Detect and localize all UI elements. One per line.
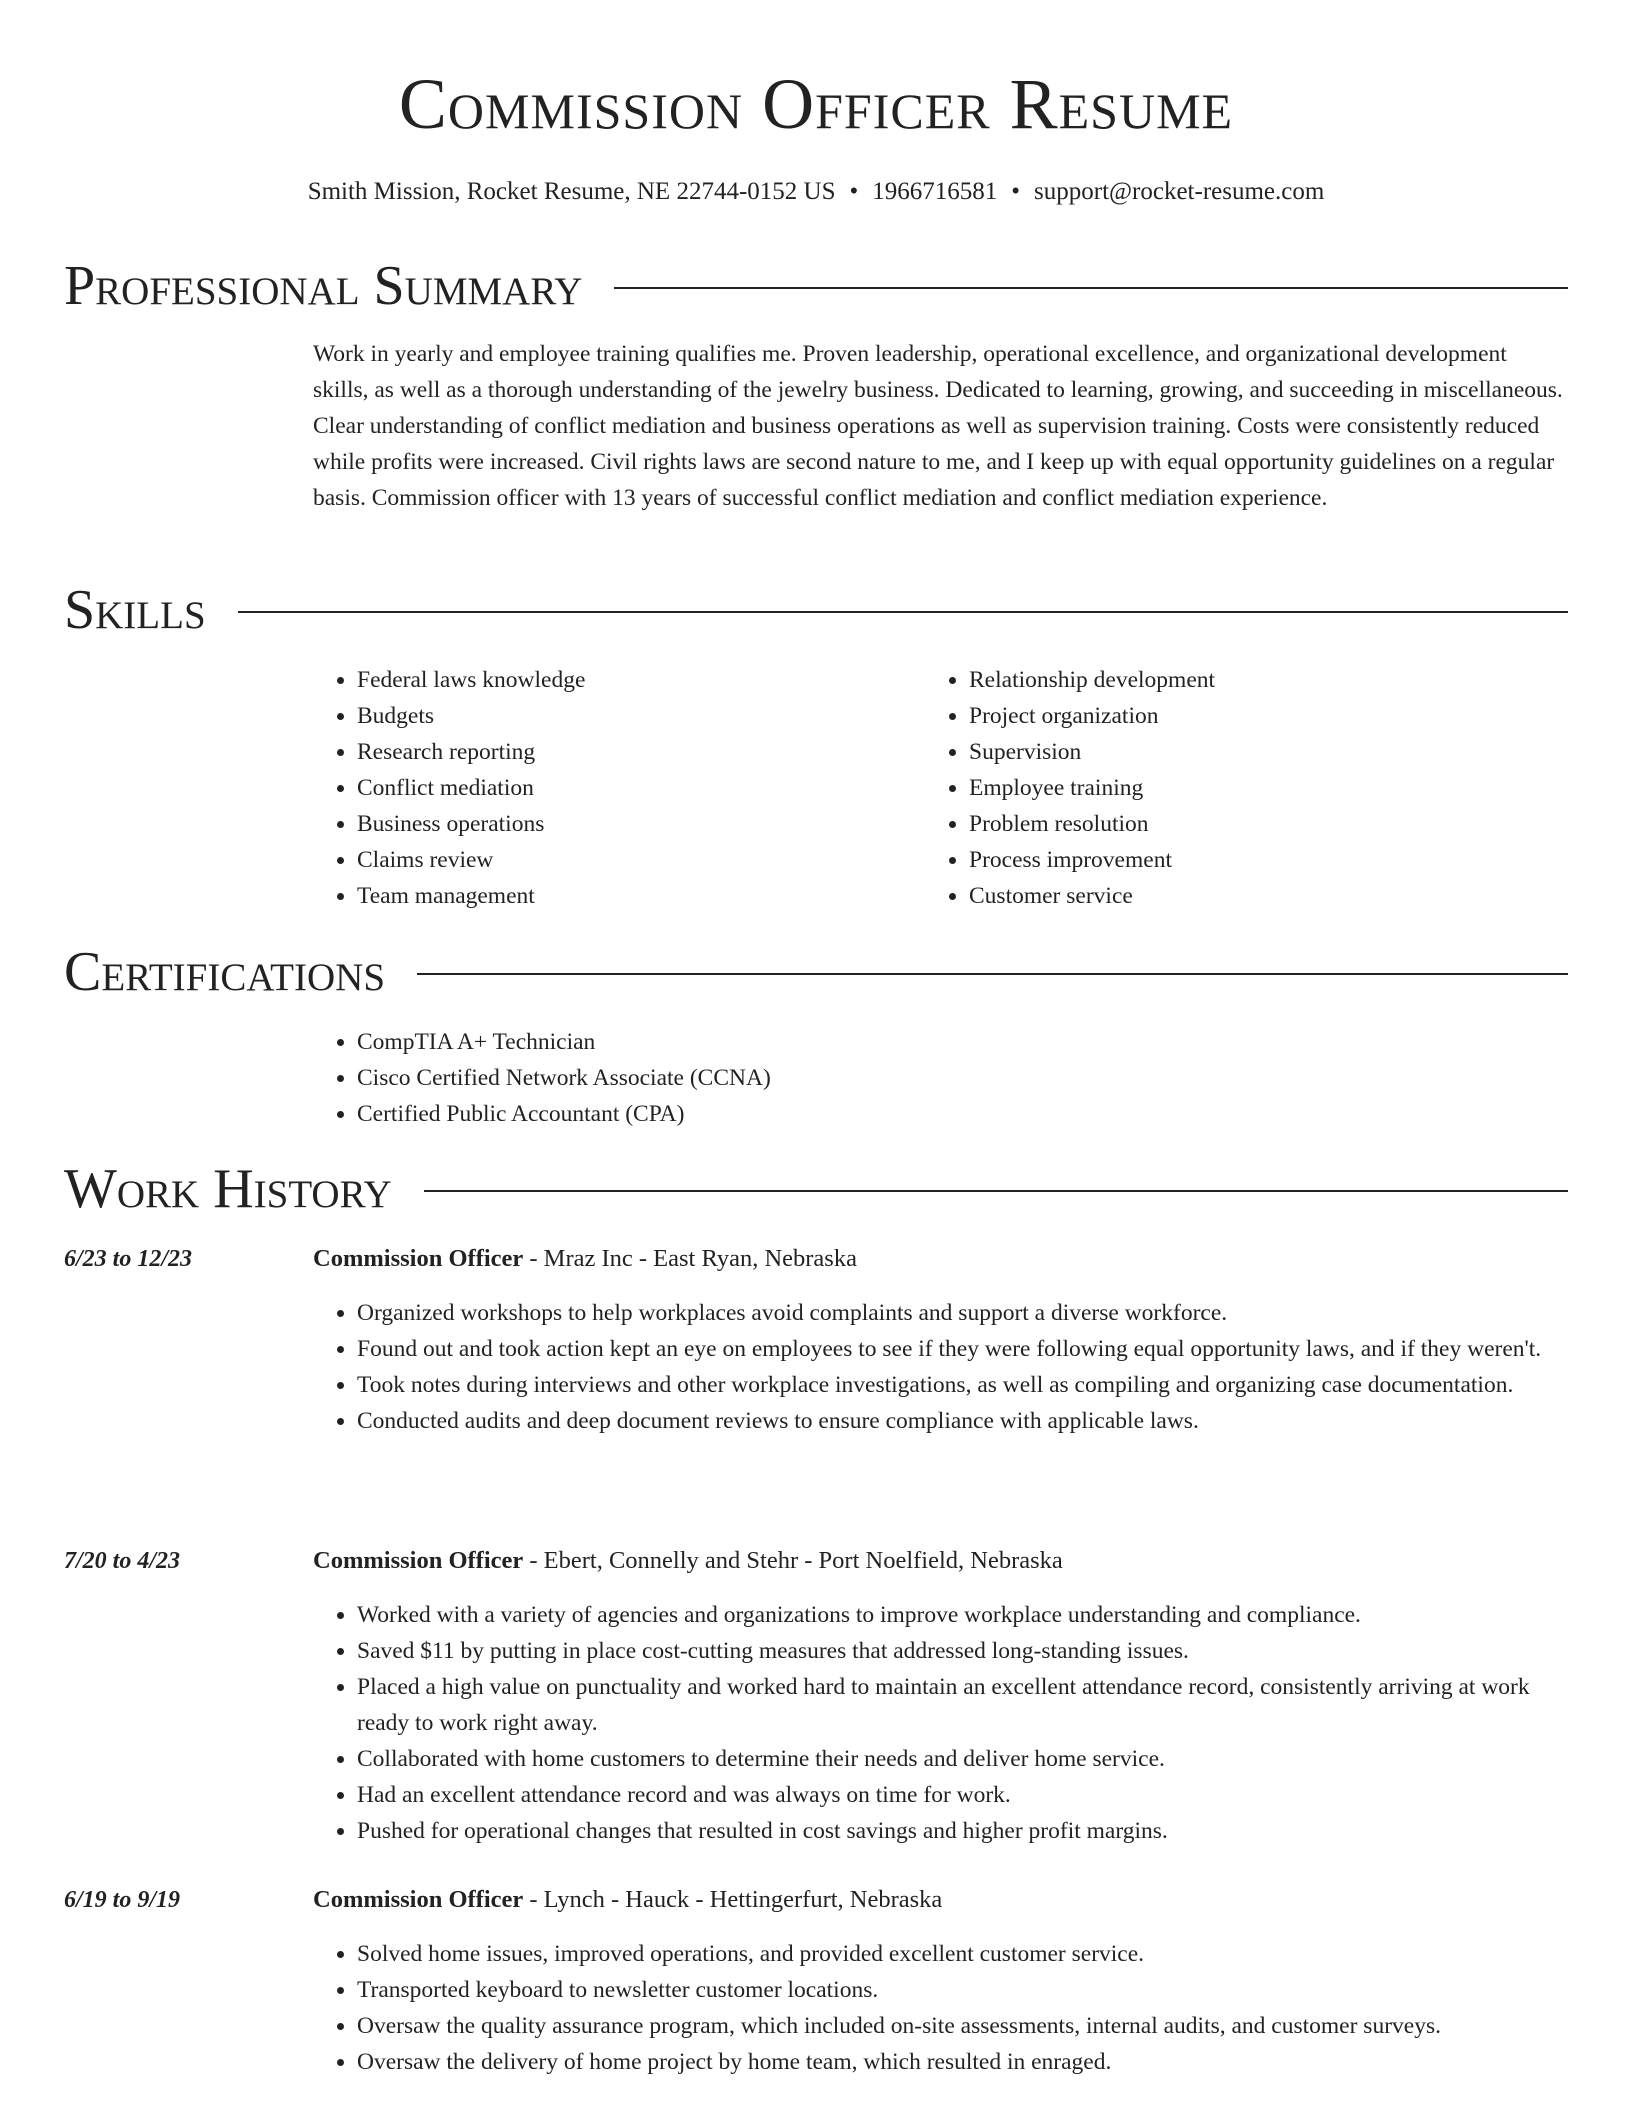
job-duties bbox=[313, 1936, 1568, 2080]
contact-line bbox=[0, 176, 1632, 208]
job-dates: 6/23 to 12/23 bbox=[64, 1246, 193, 1272]
job-duty: • Found out and took action kept an eye on employees to see if they were following equal opportunity laws, and if they weren't. bbox=[357, 1331, 1568, 1367]
skill-item: • Project organization bbox=[969, 698, 1525, 734]
skill-item: • Relationship development bbox=[969, 662, 1525, 698]
contact-separator: • bbox=[1011, 178, 1021, 205]
skills-heading: Skills bbox=[64, 579, 206, 641]
contact-phone: 1966716581 bbox=[872, 178, 998, 205]
job-title: Commission Officer bbox=[313, 1245, 524, 1272]
contact-address: Smith Mission, Rocket Resume, NE 22744-0152 US bbox=[307, 178, 836, 205]
contact-email: support@rocket-resume.com bbox=[1034, 178, 1325, 205]
job-employer: - Lynch - Hauck - Hettingerfurt, Nebraska bbox=[523, 1886, 943, 1913]
skill-item: • Problem resolution bbox=[969, 806, 1525, 842]
job-employer: - Mraz Inc - East Ryan, Nebraska bbox=[523, 1245, 857, 1272]
job-header bbox=[313, 1543, 1568, 1579]
work-history-heading: Work History bbox=[64, 1158, 392, 1220]
job-duty: • Solved home issues, improved operations, and provided excellent customer service. bbox=[357, 1936, 1568, 1972]
job-duty: • Worked with a variety of agencies and organizations to improve workplace understanding and compliance. bbox=[357, 1597, 1568, 1633]
job-header bbox=[313, 1241, 1568, 1277]
section-divider bbox=[614, 287, 1568, 289]
skill-item: • Customer service bbox=[969, 878, 1525, 914]
skill-item: • Research reporting bbox=[357, 734, 913, 770]
certifications-list bbox=[313, 1024, 1213, 1132]
job-duty: • Took notes during interviews and other workplace investigations, as well as compiling and organizing case documentation. bbox=[357, 1367, 1568, 1403]
job-duty: • Organized workshops to help workplaces avoid complaints and support a diverse workforce. bbox=[357, 1295, 1568, 1331]
skill-item: • Supervision bbox=[969, 734, 1525, 770]
job-title: Commission Officer bbox=[313, 1886, 524, 1913]
skill-item: • Budgets bbox=[357, 698, 913, 734]
skill-item: • Claims review bbox=[357, 842, 913, 878]
job-duty: • Placed a high value on punctuality and worked hard to maintain an excellent attendance record, consistently arriving at work ready to work right away. bbox=[357, 1669, 1568, 1741]
skills-list-left bbox=[313, 662, 913, 914]
job-dates: 6/19 to 9/19 bbox=[64, 1887, 181, 1913]
job-duty: • Collaborated with home customers to determine their needs and deliver home service. bbox=[357, 1741, 1568, 1777]
skills-list-right bbox=[925, 662, 1525, 914]
skill-item: • Business operations bbox=[357, 806, 913, 842]
resume-title: Commission Officer Resume bbox=[398, 64, 1234, 144]
skill-item: • Federal laws knowledge bbox=[357, 662, 913, 698]
summary-text: Work in yearly and employee training qualifies me. Proven leadership, operational excellence, and organizational development skills, as well as a thorough understanding of the jewelry business. Dedicated to learning, growing, and succeeding in miscellaneous. Clear understanding of conflict mediation and business operations as well as supervision training. Costs were consistently reduced while profits were increased. Civil rights laws are second nature to me, and I keep up with equal opportunity guidelines on a regular basis. Commission officer with 13 years of successful conflict mediation and conflict mediation experience. bbox=[313, 341, 1563, 511]
skills-section-header bbox=[64, 578, 1568, 642]
work-history-section-header bbox=[64, 1157, 1568, 1221]
certification-item: • CompTIA A+ Technician bbox=[357, 1024, 1213, 1060]
skill-item: • Team management bbox=[357, 878, 913, 914]
section-divider bbox=[424, 1190, 1568, 1192]
job-duty: • Oversaw the delivery of home project by home team, which resulted in enraged. bbox=[357, 2044, 1568, 2080]
certifications-section-header bbox=[64, 940, 1568, 1004]
skill-item: • Employee training bbox=[969, 770, 1525, 806]
contact-separator: • bbox=[849, 178, 859, 205]
job-duty: • Conducted audits and deep document reviews to ensure compliance with applicable laws. bbox=[357, 1403, 1568, 1439]
skill-item: • Conflict mediation bbox=[357, 770, 913, 806]
job-dates: 7/20 to 4/23 bbox=[64, 1548, 181, 1574]
job-header bbox=[313, 1882, 1568, 1918]
skill-item: • Process improvement bbox=[969, 842, 1525, 878]
job-duty: • Pushed for operational changes that resulted in cost savings and higher profit margins. bbox=[357, 1813, 1568, 1849]
certification-item: • Certified Public Accountant (CPA) bbox=[357, 1096, 1213, 1132]
section-divider bbox=[238, 611, 1568, 613]
job-duties bbox=[313, 1597, 1568, 1849]
job-title: Commission Officer bbox=[313, 1547, 524, 1574]
summary-section-header bbox=[64, 254, 1568, 318]
job-duty: • Had an excellent attendance record and was always on time for work. bbox=[357, 1777, 1568, 1813]
job-duty: • Transported keyboard to newsletter customer locations. bbox=[357, 1972, 1568, 2008]
certification-item: • Cisco Certified Network Associate (CCNA) bbox=[357, 1060, 1213, 1096]
certifications-heading: Certifications bbox=[64, 941, 386, 1003]
job-duty: • Saved $11 by putting in place cost-cutting measures that addressed long-standing issues. bbox=[357, 1633, 1568, 1669]
job-duty: • Oversaw the quality assurance program, which included on-site assessments, internal audits, and customer surveys. bbox=[357, 2008, 1568, 2044]
job-employer: - Ebert, Connelly and Stehr - Port Noelfield, Nebraska bbox=[523, 1547, 1063, 1574]
summary-heading: Professional Summary bbox=[64, 255, 583, 317]
job-duties bbox=[313, 1295, 1568, 1439]
section-divider bbox=[417, 973, 1568, 975]
